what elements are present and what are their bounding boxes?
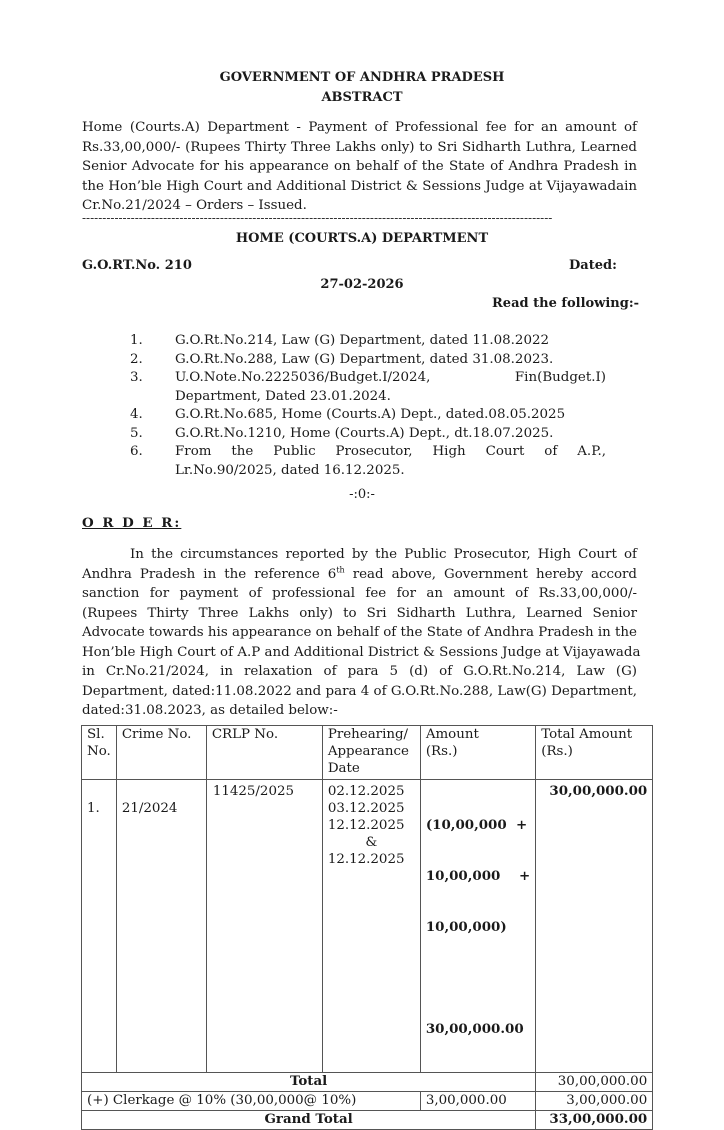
order-line <box>82 565 637 585</box>
subject-line: Home (Courts.A) Department - Payment of Professional fee for an amount of <box>82 120 637 135</box>
reference-number: 3. <box>130 370 143 385</box>
reference-number: 6. <box>130 444 143 459</box>
date-entry: 03.12.2025 <box>327 801 405 816</box>
date-entry: 02.12.2025 <box>327 784 405 799</box>
total-row <box>82 1073 653 1092</box>
order-line: dated:31.08.2023, as detailed below:- <box>82 703 338 718</box>
order-line-text: Andhra Pradesh in the reference 6 <box>82 566 337 582</box>
reference-number: 5. <box>130 426 143 441</box>
header-sl-no: Sl. No. <box>82 726 117 780</box>
order-line: Hon’ble High Court of A.P and Additional District & Sessions Judge at Vijayawada <box>82 644 641 660</box>
header-date: Prehearing/ Appearance Date <box>322 726 420 780</box>
cell-total-amount: 30,00,000.00 <box>536 780 653 1073</box>
amount-breakdown-line: 10,00,000 + <box>425 868 531 884</box>
reference-text: Department, Dated 23.01.2024. <box>175 388 391 404</box>
reference-text: From the Public Prosecutor, High Court of A.P., <box>175 444 606 459</box>
amount-breakdown-line: 10,00,000) <box>425 919 507 935</box>
subject-line: Senior Advocate for his appearance on behalf of the State of Andhra Pradesh in <box>82 159 637 174</box>
grand-total-row <box>82 1111 653 1130</box>
date-entry: 12.12.2025 <box>327 818 405 833</box>
reference-text: G.O.Rt.No.685, Home (Courts.A) Dept., dated.08.05.2025 <box>175 407 566 422</box>
dated-label: Dated: <box>569 258 617 273</box>
department-heading: HOME (COURTS.A) DEPARTMENT <box>235 231 489 246</box>
total-value: 30,00,000.00 <box>536 1073 653 1092</box>
order-line: In the circumstances reported by the Public Prosecutor, High Court of <box>130 547 637 562</box>
cell-dates <box>322 780 420 1073</box>
go-date: 27-02-2026 <box>320 277 404 292</box>
subject-paragraph <box>82 118 637 216</box>
go-document-page: GOVERNMENT OF ANDHRA PRADESH ABSTRACT Home (Courts.A) Department - Payment of Professional fee for an amount of Rs.33,00,000/- (Rupees Thirty Three Lakhs only) to Sri Sidharth Luthra, Learned Senior Advocate for his appearance on behalf of the State of Andhra Pradesh in the Hon’ble High Court and Additional District & Sessions Judge at Vijayawadain Cr.No.21/2024 – Orders – Issued. -------------------------------------------------------------------------------------------------------------------- HOME (COURTS.A) DEPARTMENT G.O.RT.No. 210 Dated: 27-02-2026 Read the following:- 1. G.O.Rt.No.214, Law (G) Department, dated 11.08.2022 2. G.O.Rt.No.288, Law (G) Department, dated 31.08.2023. 3. U.O.Note.No.2225036/Budget.I/2024, Fin(Budget.I) Department, Dated 23.01.2024. 4. G.O.Rt.No.685, Home (Courts.A) Dept., dated.08.05.2025 5. G.O.Rt.No.1210, Home (Courts.A) Dept., dt.18.07.2025. 6. From the Public Prosecutor, High Court of A.P., Lr.No.90/2025, dated 16.12.2025. -:0:- O R D E R: In the circumstances reported by the Public Prosecutor, High Court of Andhra Pradesh in the reference 6th read above, Government hereby accord sanction for payment of professional fee for an amount of Rs.33,00,000/- (Rupees Thirty Three Lakhs only) to Sri Sidharth Luthra, Learned Senior Advocate towards his appearance on behalf of the State of Andhra Pradesh in the Hon’ble High Court of A.P and Additional District & Sessions Judge at Vijayawada in Cr.No.21/2024, in relaxation of para 5 (d) of G.O.Rt.No.214, Law (G) Department, dated:11.08.2022 and para 4 of G.O.Rt.No.288, Law(G) Department, dated:31.08.2023, as detailed below:- Sl. No. Crime No. CRLP No. Prehearing/ Appearance Date Amount (Rs.) Total Amount (Rs.) 1. 21/2024 11425/2025 02.12.2025 03.12.2025 12.12.2025 & 12.12.2025 (10,00,000 + 10,00,000 + 10,00,000) 30,00,000.00 30,00,000.00 Total 30,00,000.00 (+) Clerkage @ 10% (30,00,000@ 10%) 3,00,000.00 3,00,000.00 Grand Total 33,00,000.00 <box>0 0 724 1024</box>
header-crlp-no: CRLP No. <box>206 726 322 780</box>
date-entry: 12.12.2025 <box>327 852 405 867</box>
superscript: th <box>336 565 345 575</box>
go-number: G.O.RT.No. 210 <box>82 258 192 273</box>
subject-line: Cr.No.21/2024 – Orders – Issued. <box>82 198 307 213</box>
order-line: Advocate towards his appearance on behalf of the State of Andhra Pradesh in the <box>82 625 637 640</box>
read-following-label: Read the following:- <box>492 296 640 311</box>
amount-total: 30,00,000.00 <box>425 1021 524 1037</box>
abstract-heading: ABSTRACT <box>321 90 403 105</box>
reference-text: G.O.Rt.No.1210, Home (Courts.A) Dept., dt.18.07.2025. <box>175 426 554 441</box>
reference-text: Lr.No.90/2025, dated 16.12.2025. <box>175 462 405 478</box>
divider-mark: -:0:- <box>349 487 375 502</box>
grand-total-label: Grand Total <box>82 1111 536 1130</box>
subject-line: the Hon’ble High Court and Additional District & Sessions Judge at Vijayawadain <box>82 178 637 194</box>
table-row <box>82 780 653 1073</box>
amount-breakdown-line: (10,00,000 + <box>425 817 528 833</box>
cell-sl-no: 1. <box>82 780 117 1073</box>
order-line: in Cr.No.21/2024, in relaxation of para 5 (d) of G.O.Rt.No.214, Law (G) <box>82 664 637 679</box>
date-separator: & <box>365 835 378 850</box>
government-heading: GOVERNMENT OF ANDHRA PRADESH <box>219 70 505 85</box>
header-total-amount: Total Amount (Rs.) <box>536 726 653 780</box>
order-line: Department, dated:11.08.2022 and para 4 of G.O.Rt.No.288, Law(G) Department, <box>82 683 637 699</box>
reference-text: G.O.Rt.No.214, Law (G) Department, dated 11.08.2022 <box>175 333 550 348</box>
cell-amount <box>420 780 535 1073</box>
reference-number: 4. <box>130 407 143 422</box>
order-paragraph <box>82 545 641 721</box>
table-header-row <box>82 726 653 780</box>
order-heading: O R D E R: <box>82 515 182 531</box>
order-line: sanction for payment of professional fee for an amount of Rs.33,00,000/- <box>82 586 637 601</box>
clerkage-label: (+) Clerkage @ 10% (30,00,000@ 10%) <box>82 1092 421 1111</box>
reference-text: G.O.Rt.No.288, Law (G) Department, dated 31.08.2023. <box>175 352 554 367</box>
clerkage-row <box>82 1092 653 1111</box>
subject-line: Rs.33,00,000/- (Rupees Thirty Three Lakhs only) to Sri Sidharth Luthra, Learned <box>82 139 637 155</box>
header-amount: Amount (Rs.) <box>420 726 535 780</box>
fee-table <box>81 725 653 1130</box>
cell-crlp-no: 11425/2025 <box>206 780 322 1073</box>
clerkage-amount: 3,00,000.00 <box>420 1092 535 1111</box>
clerkage-total: 3,00,000.00 <box>536 1092 653 1111</box>
reference-number: 2. <box>130 352 143 367</box>
total-label: Total <box>82 1073 536 1092</box>
grand-total-value: 33,00,000.00 <box>536 1111 653 1130</box>
order-line: (Rupees Thirty Three Lakhs only) to Sri Sidharth Luthra, Learned Senior <box>82 605 637 621</box>
order-line-text: read above, Government hereby accord <box>344 566 637 582</box>
reference-number: 1. <box>130 333 143 348</box>
cell-crime-no: 21/2024 <box>116 780 206 1073</box>
separator-line: -------------------------------------------------------------------------------------------------------------------- <box>82 211 553 225</box>
header-crime-no: Crime No. <box>116 726 206 780</box>
